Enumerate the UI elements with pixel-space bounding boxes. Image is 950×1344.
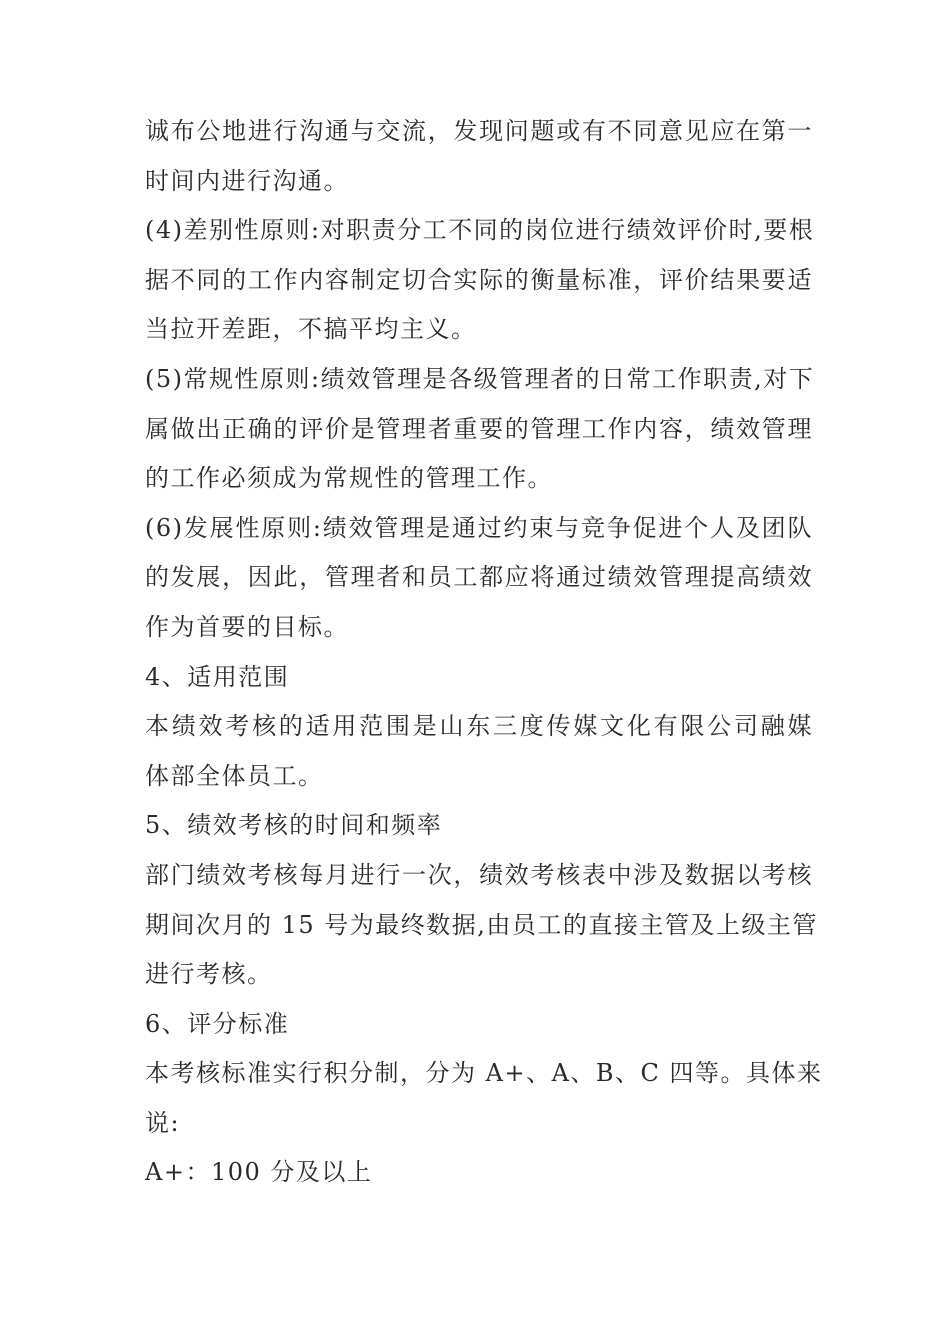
text-line: 体部全体员工。: [145, 761, 324, 790]
text-line: 期间次月的 15 号为最终数据,由员工的直接主管及上级主管: [145, 910, 818, 939]
text-line: 本绩效考核的适用范围是山东三度传媒文化有限公司融媒: [145, 712, 813, 741]
document-body: [145, 107, 823, 1198]
section-heading: 6、评分标准: [145, 1009, 290, 1038]
text-line: 作为首要的目标。: [145, 612, 349, 641]
text-line: 当拉开差距，不搞平均主义。: [145, 315, 477, 344]
text-line: (4)差别性原则:对职责分工不同的岗位进行绩效评价时,要根: [145, 216, 815, 245]
text-line: 本考核标准实行积分制，分为 A+、A、B、C 四等。具体来: [145, 1059, 823, 1088]
section-heading: 4、适用范围: [145, 662, 290, 691]
text-line: A+：100 分及以上: [145, 1158, 373, 1187]
text-line: 的工作必须成为常规性的管理工作。: [145, 464, 553, 493]
text-line: 据不同的工作内容制定切合实际的衡量标准，评价结果要适: [145, 265, 813, 294]
text-line: 部门绩效考核每月进行一次，绩效考核表中涉及数据以考核: [145, 860, 813, 889]
text-line: (6)发展性原则:绩效管理是通过约束与竞争促进个人及团队: [145, 513, 813, 542]
text-line: 时间内进行沟通。: [145, 166, 349, 195]
section-heading: 5、绩效考核的时间和频率: [145, 811, 443, 840]
text-line: (5)常规性原则:绩效管理是各级管理者的日常工作职责,对下: [145, 364, 815, 393]
text-line: 诚布公地进行沟通与交流，发现问题或有不同意见应在第一: [145, 117, 813, 145]
text-line: 说:: [145, 1108, 181, 1137]
text-line: 属做出正确的评价是管理者重要的管理工作内容，绩效管理: [145, 414, 813, 443]
text-line: 进行考核。: [145, 960, 273, 989]
text-line: 的发展，因此，管理者和员工都应将通过绩效管理提高绩效: [145, 563, 813, 592]
